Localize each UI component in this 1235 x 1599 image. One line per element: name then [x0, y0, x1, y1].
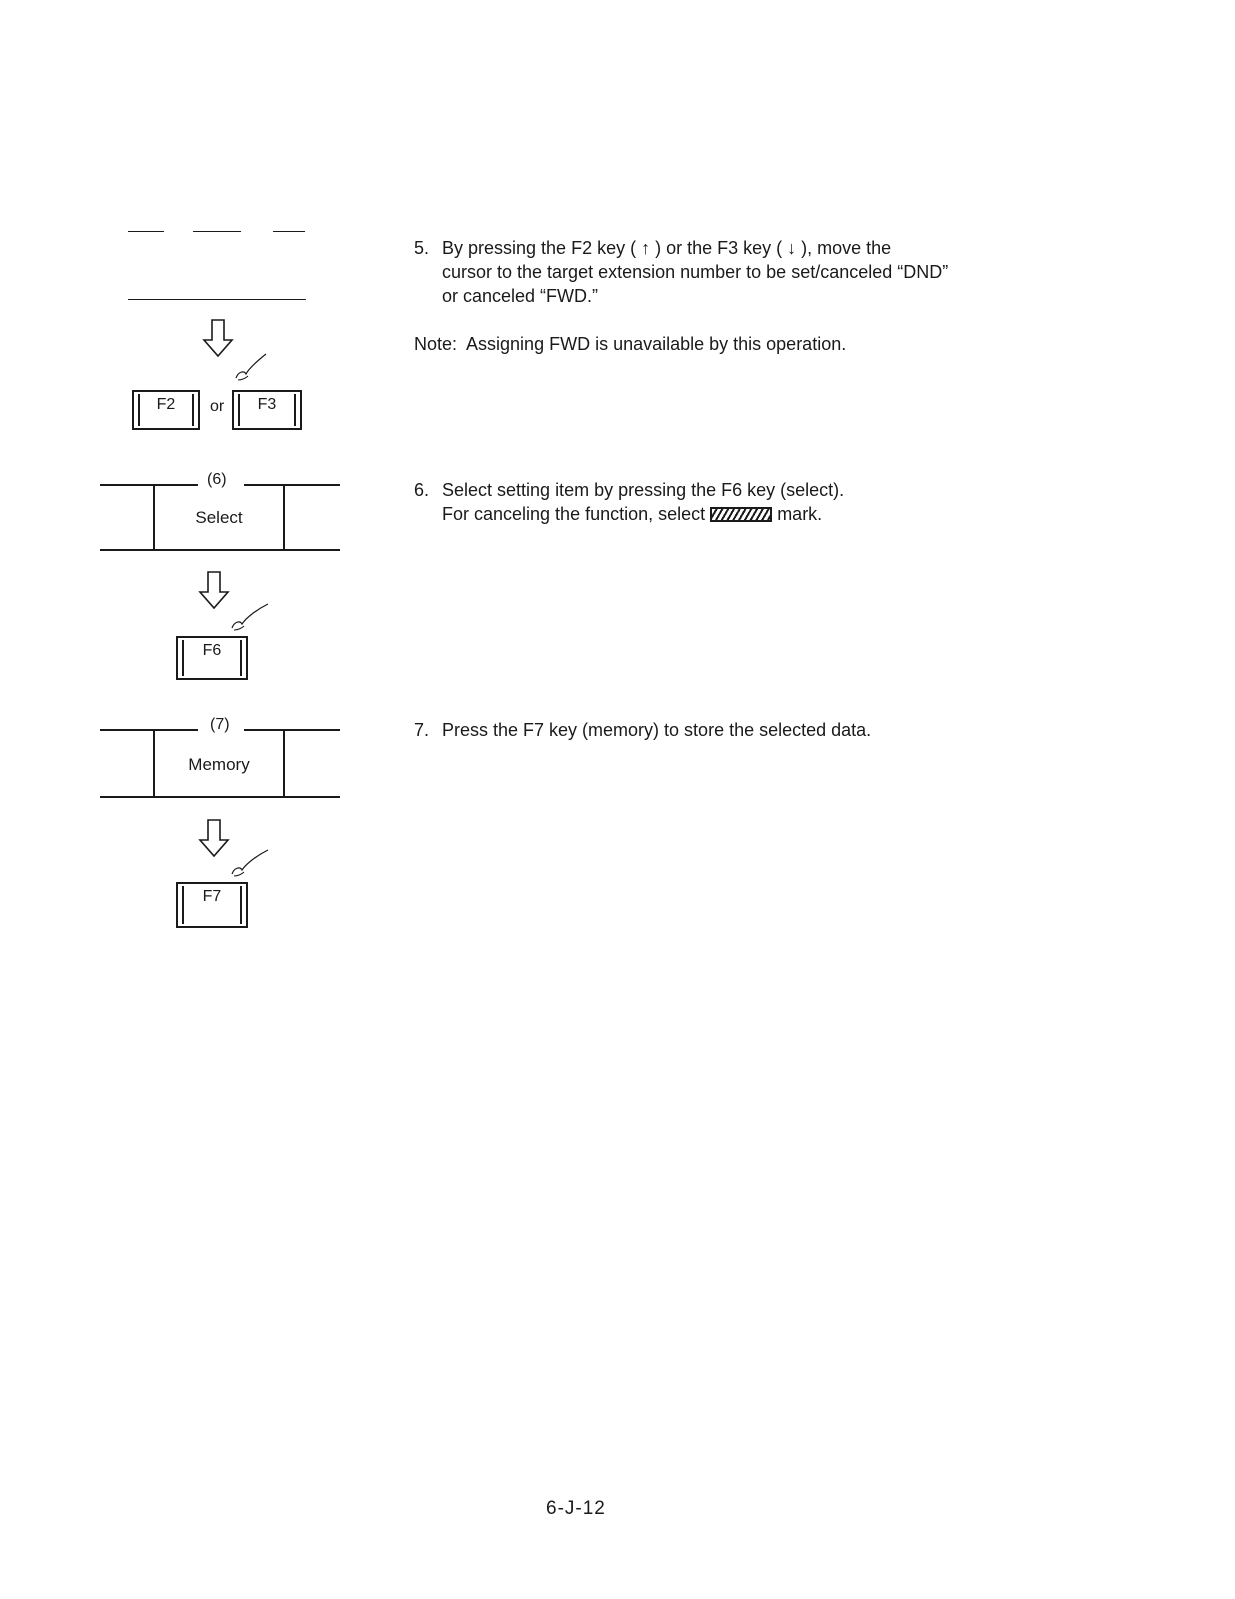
step-5-line-2: cursor to the target extension number to be set/canceled “DND”	[442, 262, 949, 282]
select-box-label[interactable]: Select	[195, 508, 243, 527]
step-6-number: 6.	[414, 480, 430, 500]
memory-box-bottom-line	[100, 796, 340, 798]
step-7	[414, 718, 1034, 742]
finger-press-icon	[226, 846, 272, 882]
or-text: or	[210, 398, 225, 415]
memory-box-right-edge	[283, 729, 285, 797]
step-5	[414, 236, 1034, 308]
select-box-bottom-line	[100, 549, 340, 551]
finger-press-icon	[230, 350, 270, 384]
note-text: Note: Assigning FWD is unavailable by this operation.	[414, 334, 847, 354]
f2-key[interactable]	[132, 390, 200, 430]
display-top-line-3	[273, 231, 305, 232]
step-6-line-3: mark.	[777, 504, 823, 524]
step-7-number: 7.	[414, 720, 430, 740]
step-5-line-3: or canceled “FWD.”	[442, 286, 599, 306]
f3-key[interactable]	[232, 390, 302, 430]
display-bottom-line	[128, 299, 306, 300]
f2-key-label: F2	[156, 396, 176, 413]
select-box-number: (6)	[207, 471, 227, 488]
step-7-line-1: Press the F7 key (memory) to store the selected data.	[442, 720, 872, 740]
display-top-line-2	[193, 231, 241, 232]
step-5-number: 5.	[414, 238, 430, 258]
f7-key[interactable]	[176, 882, 248, 928]
memory-box-top-line-left	[100, 729, 198, 731]
memory-box-top-line-right	[244, 729, 340, 731]
select-box-top-line-left	[100, 484, 198, 486]
f7-key-label: F7	[202, 888, 222, 905]
step-6	[414, 478, 1034, 526]
f6-key[interactable]	[176, 636, 248, 680]
page-number: 6-J-12	[546, 1498, 606, 1519]
f3-key-label: F3	[257, 396, 277, 413]
memory-box-label[interactable]: Memory	[188, 755, 250, 774]
step-6-line-1: Select setting item by pressing the F6 key (select).	[442, 480, 845, 500]
finger-press-icon	[226, 600, 272, 636]
display-top-line-1	[128, 231, 164, 232]
f6-key-label: F6	[202, 642, 222, 659]
step-6-line-2: For canceling the function, select	[442, 504, 706, 524]
step-5-line-1: By pressing the F2 key ( ↑ ) or the F3 key ( ↓ ), move the	[442, 238, 892, 258]
select-box-right-edge	[283, 484, 285, 550]
select-box-top-line-right	[244, 484, 340, 486]
hatched-mark-icon	[710, 507, 772, 522]
memory-box-number: (7)	[210, 716, 230, 733]
